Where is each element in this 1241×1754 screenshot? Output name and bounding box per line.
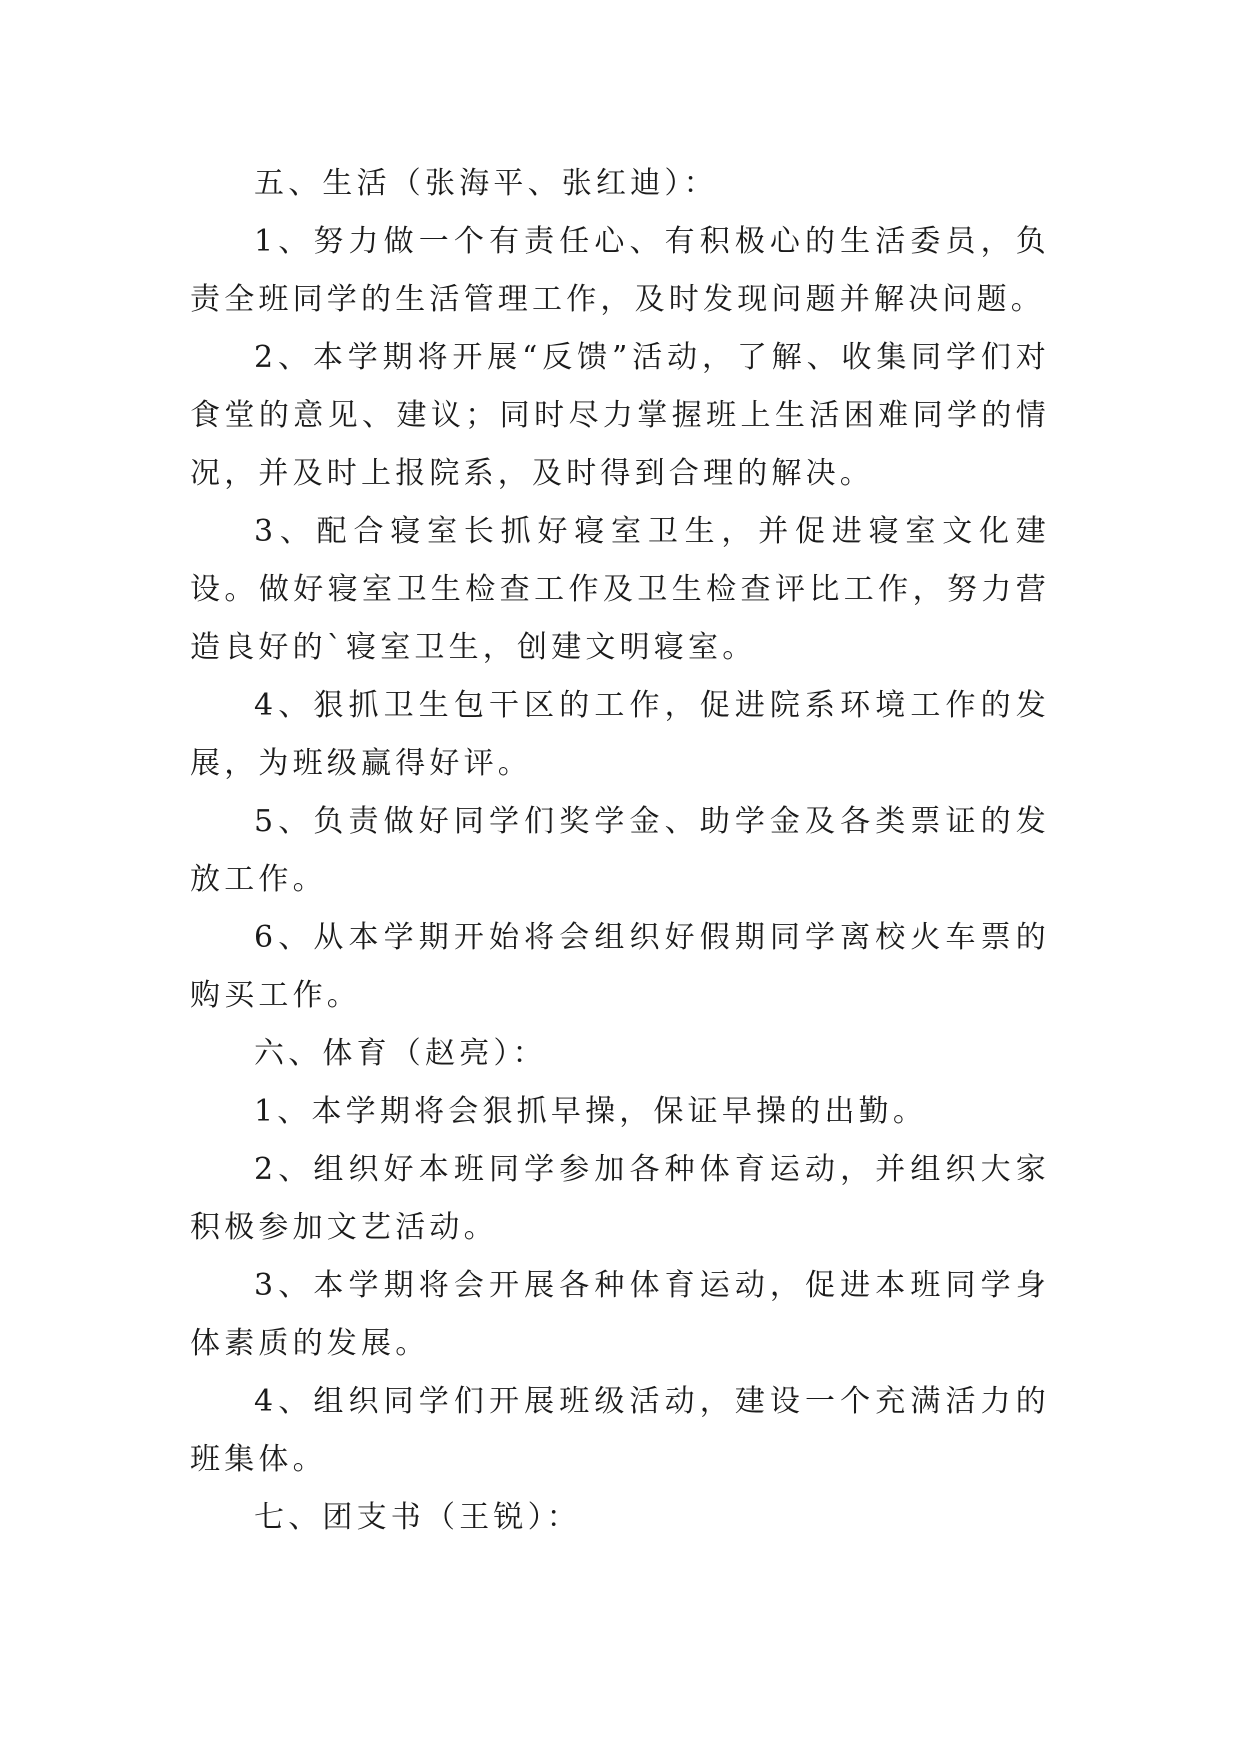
paragraph: 4、组织同学们开展班级活动，建设一个充满活力的班集体。 <box>190 1384 1050 1477</box>
document-body <box>190 155 1050 1547</box>
paragraph: 3、配合寝室长抓好寝室卫生，并促进寝室文化建设。做好寝室卫生检查工作及卫生检查评比工作，努力营造良好的`寝室卫生，创建文明寝室。 <box>190 514 1050 665</box>
paragraph: 6、从本学期开始将会组织好假期同学离校火车票的购买工作。 <box>190 920 1050 1013</box>
section-heading-league-secretary: 七、团支书（王锐）： <box>254 1500 581 1535</box>
paragraph: 1、努力做一个有责任心、有积极心的生活委员，负责全班同学的生活管理工作，及时发现问题并解决问题。 <box>190 224 1050 317</box>
paragraph: 2、本学期将开展“反馈”活动，了解、收集同学们对食堂的意见、建议；同时尽力掌握班上生活困难同学的情况，并及时上报院系，及时得到合理的解决。 <box>190 340 1050 491</box>
paragraph: 1、本学期将会狠抓早操，保证早操的出勤。 <box>254 1094 928 1129</box>
section-heading-life: 五、生活（张海平、张红迪）： <box>254 166 718 201</box>
paragraph: 3、本学期将会开展各种体育运动，促进本班同学身体素质的发展。 <box>190 1268 1050 1361</box>
paragraph: 2、组织好本班同学参加各种体育运动，并组织大家积极参加文艺活动。 <box>190 1152 1050 1245</box>
paragraph: 5、负责做好同学们奖学金、助学金及各类票证的发放工作。 <box>190 804 1050 897</box>
section-heading-sports: 六、体育（赵亮）： <box>254 1036 547 1071</box>
paragraph: 4、狠抓卫生包干区的工作，促进院系环境工作的发展，为班级赢得好评。 <box>190 688 1050 781</box>
